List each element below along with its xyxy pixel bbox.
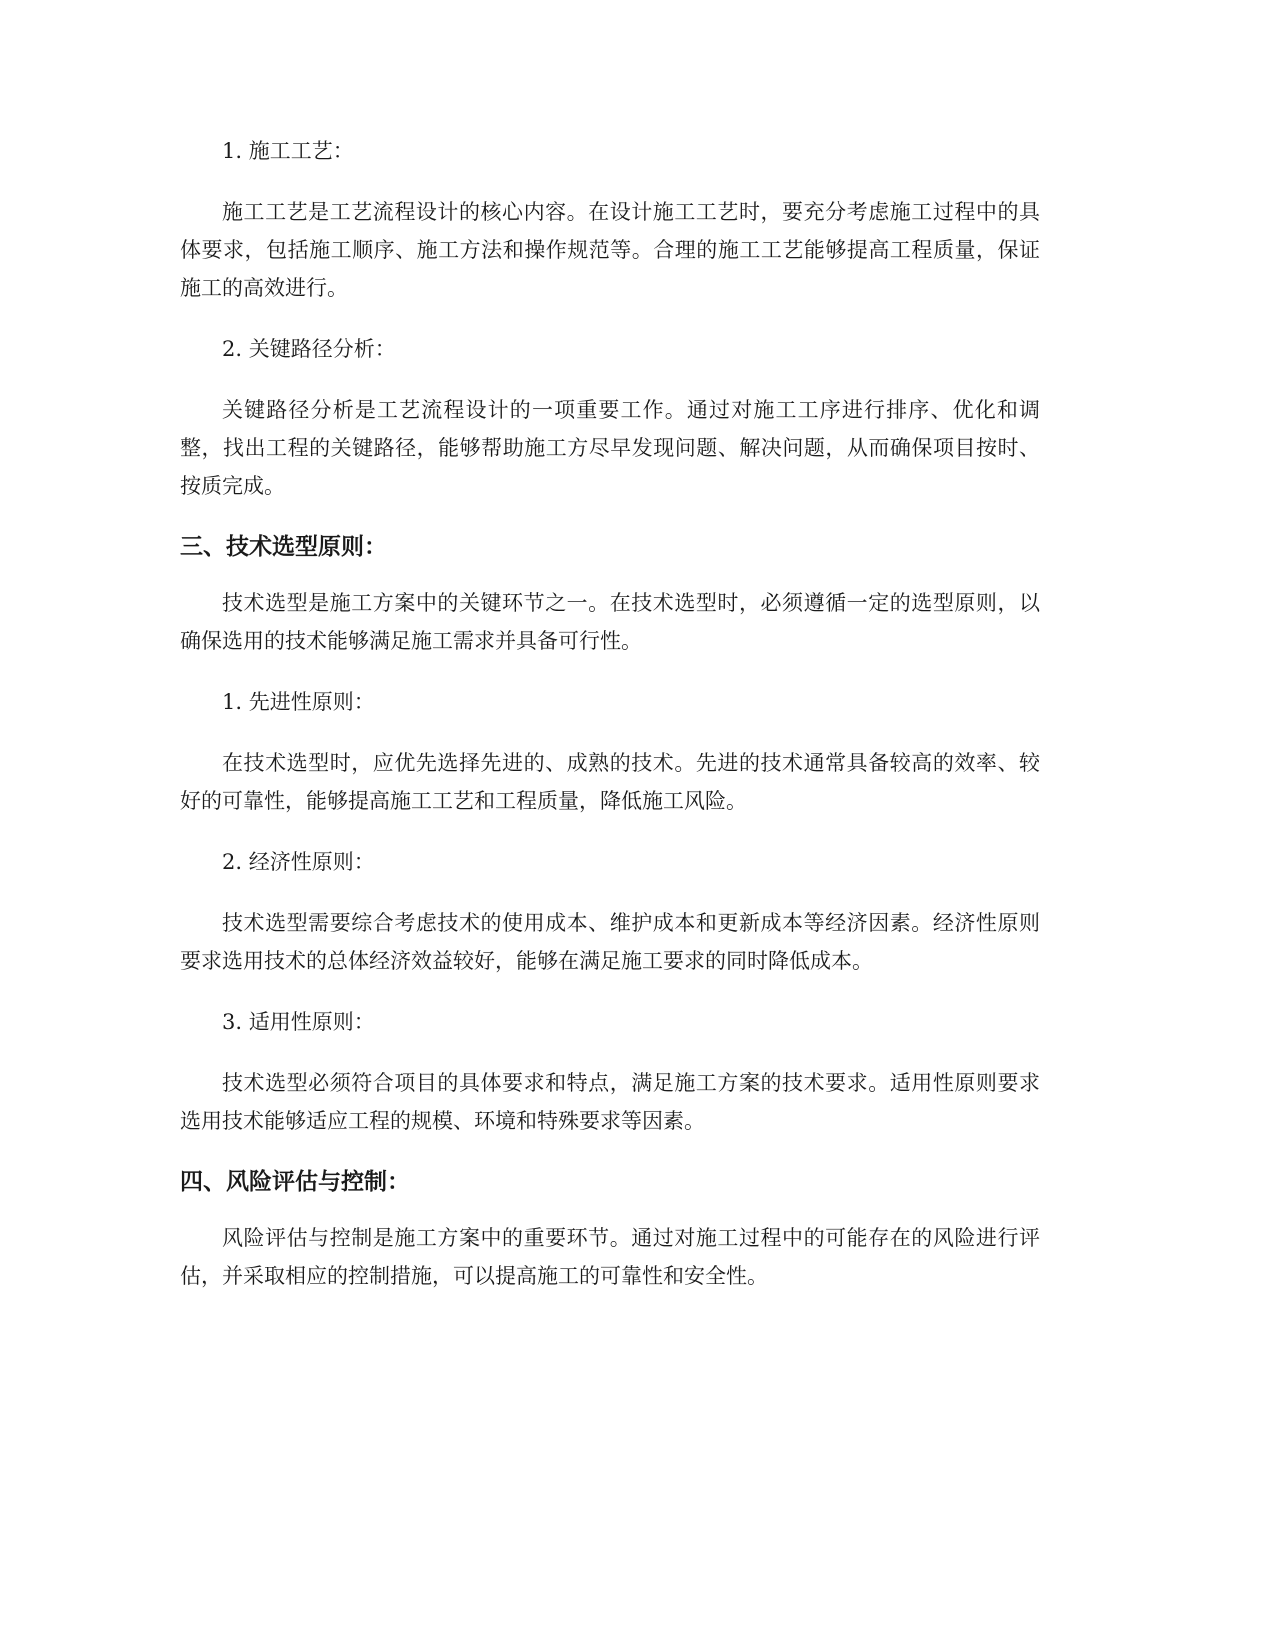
list-item-heading: 2. 经济性原则： — [222, 850, 375, 874]
body-paragraph: 风险评估与控制是施工方案中的重要环节。通过对施工过程中的可能存在的风险进行评估，并采取相应的控制措施，可以提高施工的可靠性和安全性。 — [180, 1226, 1040, 1288]
list-item-heading: 3. 适用性原则： — [222, 1010, 375, 1034]
list-item-heading: 1. 施工工艺： — [222, 139, 354, 163]
body-paragraph: 施工工艺是工艺流程设计的核心内容。在设计施工工艺时，要充分考虑施工过程中的具体要求，包括施工顺序、施工方法和操作规范等。合理的施工工艺能够提高工程质量，保证施工的高效进行。 — [180, 200, 1040, 300]
section-heading: 三、技术选型原则： — [180, 534, 387, 560]
document-page — [180, 132, 1040, 1318]
list-item-heading: 2. 关键路径分析： — [222, 337, 396, 361]
body-paragraph: 技术选型需要综合考虑技术的使用成本、维护成本和更新成本等经济因素。经济性原则要求选用技术的总体经济效益较好，能够在满足施工要求的同时降低成本。 — [180, 911, 1040, 973]
body-paragraph: 技术选型必须符合项目的具体要求和特点，满足施工方案的技术要求。适用性原则要求选用技术能够适应工程的规模、环境和特殊要求等因素。 — [180, 1071, 1040, 1133]
section-heading: 四、风险评估与控制： — [180, 1169, 410, 1195]
body-paragraph: 技术选型是施工方案中的关键环节之一。在技术选型时，必须遵循一定的选型原则，以确保选用的技术能够满足施工需求并具备可行性。 — [180, 591, 1040, 653]
body-paragraph: 在技术选型时，应优先选择先进的、成熟的技术。先进的技术通常具备较高的效率、较好的可靠性，能够提高施工工艺和工程质量，降低施工风险。 — [180, 751, 1040, 813]
list-item-heading: 1. 先进性原则： — [222, 690, 375, 714]
body-paragraph: 关键路径分析是工艺流程设计的一项重要工作。通过对施工工序进行排序、优化和调整，找出工程的关键路径，能够帮助施工方尽早发现问题、解决问题，从而确保项目按时、按质完成。 — [180, 398, 1040, 498]
